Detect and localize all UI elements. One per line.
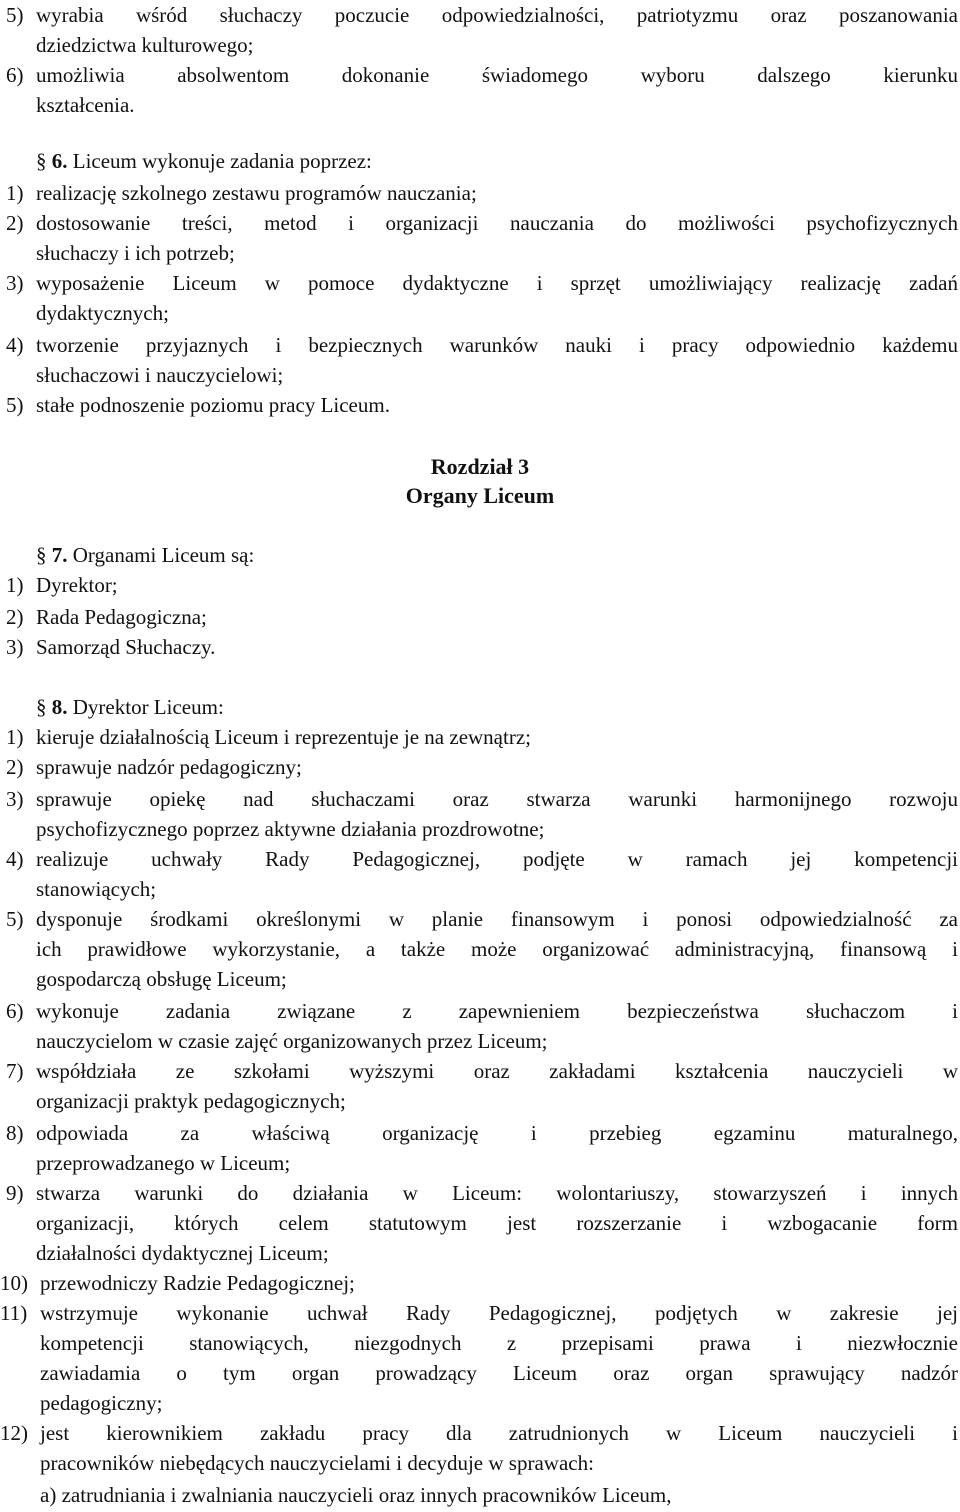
list-item-text: realizację szkolnego zestawu programów nauczania; <box>36 181 477 205</box>
list-item-text: przeprowadzanego w Liceum; <box>36 1151 291 1175</box>
list-item-text: kompetencji stanowiących, niezgodnych z przepisami prawa i niezwłocznie <box>40 1331 958 1355</box>
list-item-number: 3) <box>6 635 24 659</box>
list-item-number: 2) <box>6 211 24 235</box>
list-item-text: Samorząd Słuchaczy. <box>36 635 216 659</box>
list-item-number: 5) <box>6 907 24 931</box>
section-symbol: § <box>36 543 47 567</box>
section-intro: Organami Liceum są: <box>72 543 255 567</box>
list-item-text: przewodniczy Radzie Pedagogicznej; <box>40 1271 355 1295</box>
list-item-text: realizuje uchwały Rady Pedagogicznej, podjęte w ramach jej kompetencji <box>36 847 958 871</box>
sub-list-text: zatrudniania i zwalniania nauczycieli oraz innych pracowników Liceum, <box>61 1483 672 1507</box>
list-item-text: dysponuje środkami określonymi w planie finansowym i ponosi odpowiedzialność za <box>36 907 958 931</box>
sub-list-item <box>40 1480 940 1510</box>
sub-list-letter: a) <box>40 1483 57 1507</box>
list-item-text: Dyrektor; <box>36 573 118 597</box>
list-item-text: sprawuje nadzór pedagogiczny; <box>36 755 302 779</box>
section-number: 8. <box>51 695 68 719</box>
list-item-text: wyposażenie Liceum w pomoce dydaktyczne i sprzęt umożliwiający realizację zadań <box>36 271 958 295</box>
list-item-number: 1) <box>6 725 24 749</box>
list-item-text: nauczycielom w czasie zajęć organizowanych przez Liceum; <box>36 1029 548 1053</box>
list-item-text: dydaktycznych; <box>36 301 169 325</box>
section-number: 7. <box>51 543 68 567</box>
list-item-text: organizacji praktyk pedagogicznych; <box>36 1089 346 1113</box>
list-item-text: współdziała ze szkołami wyższymi oraz zakładami kształcenia nauczycieli w <box>36 1059 958 1083</box>
list-item-text: kieruje działalnością Liceum i reprezentuje je na zewnątrz; <box>36 725 531 749</box>
paragraph-heading <box>36 540 936 570</box>
list-item-text: wyrabia wśród słuchaczy poczucie odpowiedzialności, patriotyzmu oraz poszanowania <box>36 3 958 27</box>
list-item-number: 4) <box>6 847 24 871</box>
list-item-text: słuchaczowi i nauczycielowi; <box>36 363 284 387</box>
list-item-text: działalności dydaktycznej Liceum; <box>36 1241 329 1265</box>
list-item-number: 3) <box>6 787 24 811</box>
list-item-text: umożliwia absolwentom dokonanie świadomego wyboru dalszego kierunku <box>36 63 958 87</box>
list-item-number: 1) <box>6 573 24 597</box>
list-item-text: tworzenie przyjaznych i bezpiecznych warunków nauki i pracy odpowiednio każdemu <box>36 333 958 357</box>
list-item-text: jest kierownikiem zakładu pracy dla zatrudnionych w Liceum nauczycieli i <box>40 1421 958 1445</box>
list-item-text: dostosowanie treści, metod i organizacji nauczania do możliwości psychofizycznych <box>36 211 958 235</box>
list-item-text: ich prawidłowe wykorzystanie, a także może organizować administracyjną, finansową i <box>36 937 958 961</box>
list-item-text: zawiadamia o tym organ prowadzący Liceum oraz organ sprawujący nadzór <box>40 1361 958 1385</box>
list-item-text: słuchaczy i ich potrzeb; <box>36 241 235 265</box>
list-item-text: Rada Pedagogiczna; <box>36 605 207 629</box>
list-item-number: 4) <box>6 333 24 357</box>
list-item-text: pedagogiczny; <box>40 1391 163 1415</box>
section-intro: Liceum wykonuje zadania poprzez: <box>72 149 372 173</box>
list-item-text: kształcenia. <box>36 93 135 117</box>
chapter-subtitle: Organy Liceum <box>405 483 555 508</box>
chapter-title: Rozdział 3 <box>430 454 530 479</box>
list-item-text: pracowników niebędących nauczycielami i decyduje w sprawach: <box>40 1451 594 1475</box>
list-item-text: stanowiących; <box>36 877 157 901</box>
list-item-text: psychofizycznego poprzez aktywne działania prozdrowotne; <box>36 817 545 841</box>
list-item-number: 9) <box>6 1181 24 1205</box>
list-item-text: odpowiada za właściwą organizację i przebieg egzaminu maturalnego, <box>36 1121 958 1145</box>
list-item-text: wykonuje zadania związane z zapewnieniem bezpieczeństwa słuchaczom i <box>36 999 958 1023</box>
list-item-number: 10) <box>0 1271 28 1295</box>
list-item-number: 2) <box>6 755 24 779</box>
list-item-number: 8) <box>6 1121 24 1145</box>
list-item-number: 3) <box>6 271 24 295</box>
list-item-number: 5) <box>6 393 24 417</box>
list-item-text: stwarza warunki do działania w Liceum: wolontariuszy, stowarzyszeń i innych <box>36 1181 958 1205</box>
list-item-text: wstrzymuje wykonanie uchwał Rady Pedagogicznej, podjętych w zakresie jej <box>40 1301 958 1325</box>
section-intro: Dyrektor Liceum: <box>72 695 224 719</box>
list-item-number: 7) <box>6 1059 24 1083</box>
section-number: 6. <box>51 149 68 173</box>
list-item-number: 1) <box>6 181 24 205</box>
list-item-number: 6) <box>6 63 24 87</box>
list-item-number: 2) <box>6 605 24 629</box>
list-item-number: 11) <box>0 1301 28 1325</box>
list-item-text: gospodarczą obsługę Liceum; <box>36 967 287 991</box>
list-item-number: 6) <box>6 999 24 1023</box>
list-item-text: organizacji, których celem statutowym jest rozszerzanie i wzbogacanie form <box>36 1211 958 1235</box>
paragraph-heading <box>36 146 936 176</box>
section-symbol: § <box>36 695 47 719</box>
list-item-number: 5) <box>6 3 24 27</box>
list-item-number: 12) <box>0 1421 28 1445</box>
paragraph-heading <box>36 692 936 722</box>
list-item-text: sprawuje opiekę nad słuchaczami oraz stwarza warunki harmonijnego rozwoju <box>36 787 958 811</box>
list-item-text: dziedzictwa kulturowego; <box>36 33 254 57</box>
section-symbol: § <box>36 149 47 173</box>
list-item-text: stałe podnoszenie poziomu pracy Liceum. <box>36 393 390 417</box>
